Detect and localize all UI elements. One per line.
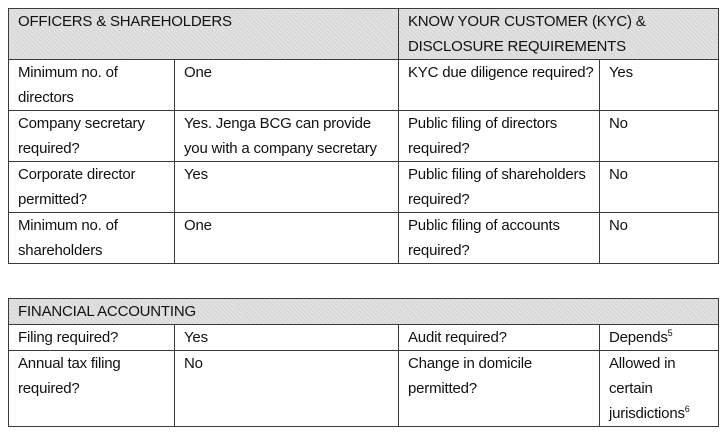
row-value: Yes. Jenga BCG can provide you with a company secretary: [175, 111, 399, 162]
footnote-marker: 5: [667, 328, 673, 338]
row-label: Filing required?: [9, 325, 175, 351]
kyc-value: No: [600, 213, 719, 264]
kyc-label: Public filing of directors required?: [399, 111, 600, 162]
row-value: One: [175, 60, 399, 111]
row-label: Annual tax filing required?: [9, 351, 175, 427]
financial-accounting-table: [8, 298, 719, 427]
row-value: Yes: [175, 325, 399, 351]
footnote-marker: 6: [684, 404, 690, 414]
table-row: [9, 325, 719, 351]
kyc-label: Public filing of accounts required?: [399, 213, 600, 264]
row-label: Company secretary required?: [9, 111, 175, 162]
row-label: Corporate director permitted?: [9, 162, 175, 213]
financial-header-row: [9, 299, 719, 325]
row-label: Minimum no. of directors: [9, 60, 175, 111]
right-label: Change in domicile permitted?: [399, 351, 600, 427]
row-label: Minimum no. of shareholders: [9, 213, 175, 264]
kyc-value: No: [600, 162, 719, 213]
row-value: One: [175, 213, 399, 264]
kyc-disclosure-heading: KNOW YOUR CUSTOMER (KYC) & DISCLOSURE REQUIREMENTS: [399, 9, 719, 60]
row-value: Yes: [175, 162, 399, 213]
right-value-cell: [600, 351, 719, 427]
table-row: [9, 111, 719, 162]
kyc-value: No: [600, 111, 719, 162]
kyc-label: Public filing of shareholders required?: [399, 162, 600, 213]
row-value: No: [175, 351, 399, 427]
right-value: Depends: [609, 329, 668, 346]
right-label: Audit required?: [399, 325, 600, 351]
officers-header-row: [9, 9, 719, 60]
officers-kyc-table: [8, 8, 719, 264]
table-row: [9, 351, 719, 427]
kyc-label: KYC due diligence required?: [399, 60, 600, 111]
officers-shareholders-heading: OFFICERS & SHAREHOLDERS: [9, 9, 399, 60]
kyc-value: Yes: [600, 60, 719, 111]
table-row: [9, 162, 719, 213]
table-row: [9, 60, 719, 111]
financial-accounting-heading: FINANCIAL ACCOUNTING: [9, 299, 719, 325]
right-value: Allowed in certain jurisdictions: [609, 355, 685, 422]
table-row: [9, 213, 719, 264]
right-value-cell: [600, 325, 719, 351]
